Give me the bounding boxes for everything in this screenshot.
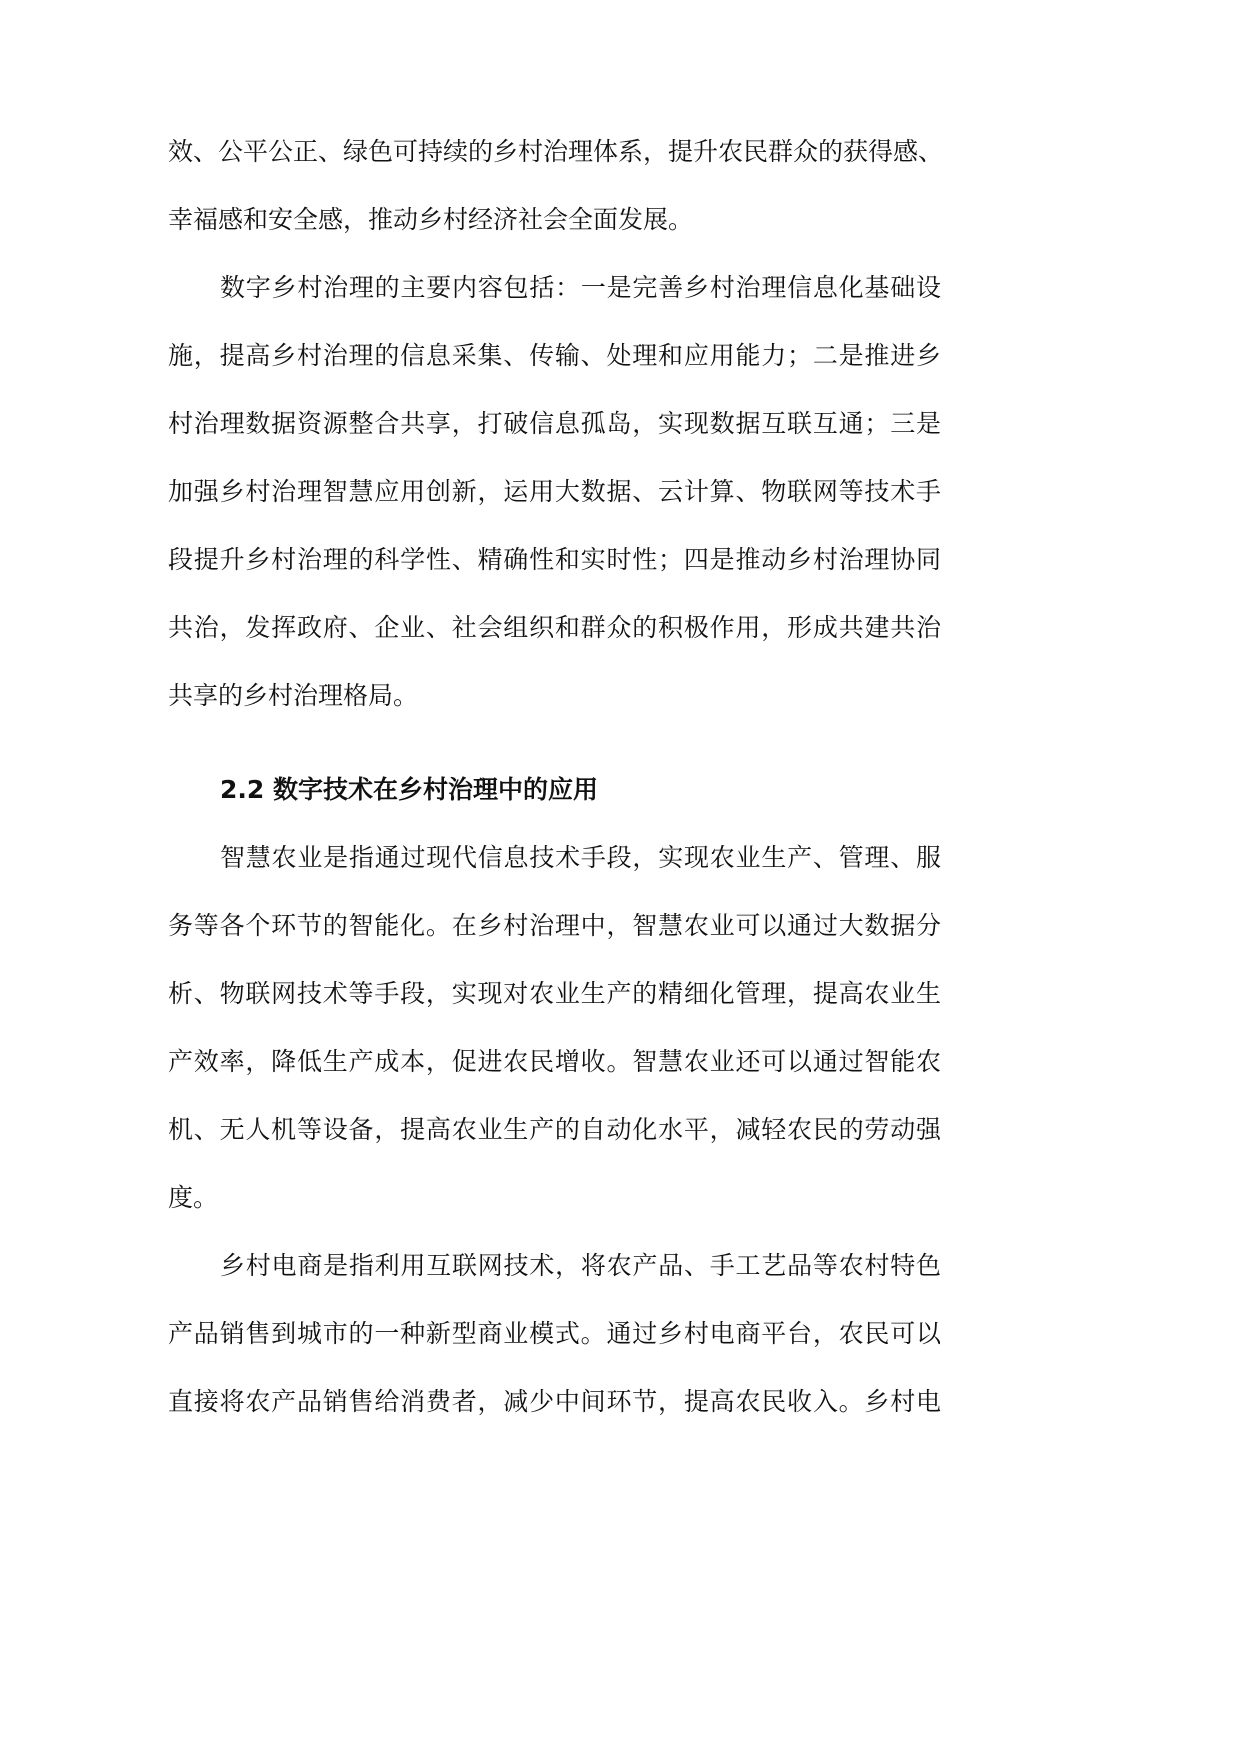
text-line: 直接将农产品销售给消费者，减少中间环节，提高农民收入。乡村电 — [168, 1387, 941, 1416]
section-intro — [168, 118, 944, 730]
text-line: 数字乡村治理的主要内容包括：一是完善乡村治理信息化基础设 — [220, 273, 941, 302]
paragraph — [168, 824, 941, 1232]
text-line: 产品销售到城市的一种新型商业模式。通过乡村电商平台，农民可以 — [168, 1319, 941, 1348]
text-line: 效、公平公正、绿色可持续的乡村治理体系，提升农民群众的获得感、 — [168, 137, 944, 166]
text-line: 村治理数据资源整合共享，打破信息孤岛，实现数据互联互通；三是 — [168, 409, 941, 438]
paragraph — [168, 254, 941, 730]
document-page — [168, 118, 944, 1436]
text-line: 乡村电商是指利用互联网技术，将农产品、手工艺品等农村特色 — [220, 1251, 941, 1280]
text-line: 段提升乡村治理的科学性、精确性和实时性；四是推动乡村治理协同 — [168, 545, 941, 574]
text-line: 析、物联网技术等手段，实现对农业生产的精细化管理，提高农业生 — [168, 979, 941, 1008]
paragraph — [168, 1232, 941, 1436]
text-line: 施，提高乡村治理的信息采集、传输、处理和应用能力；二是推进乡 — [168, 341, 941, 370]
paragraph — [168, 118, 944, 254]
text-line: 务等各个环节的智能化。在乡村治理中，智慧农业可以通过大数据分 — [168, 911, 941, 940]
text-line: 幸福感和安全感，推动乡村经济社会全面发展。 — [168, 205, 694, 234]
section-heading: 2.2 数字技术在乡村治理中的应用 — [220, 775, 598, 804]
text-line: 共享的乡村治理格局。 — [168, 681, 419, 710]
text-line: 度。 — [168, 1183, 219, 1212]
text-line: 机、无人机等设备，提高农业生产的自动化水平，减轻农民的劳动强 — [168, 1115, 941, 1144]
text-line: 智慧农业是指通过现代信息技术手段，实现农业生产、管理、服 — [220, 843, 941, 872]
section-body — [168, 824, 941, 1436]
text-line: 加强乡村治理智慧应用创新，运用大数据、云计算、物联网等技术手 — [168, 477, 941, 506]
text-line: 产效率，降低生产成本，促进农民增收。智慧农业还可以通过智能农 — [168, 1047, 941, 1076]
text-line: 共治，发挥政府、企业、社会组织和群众的积极作用，形成共建共治 — [168, 613, 941, 642]
